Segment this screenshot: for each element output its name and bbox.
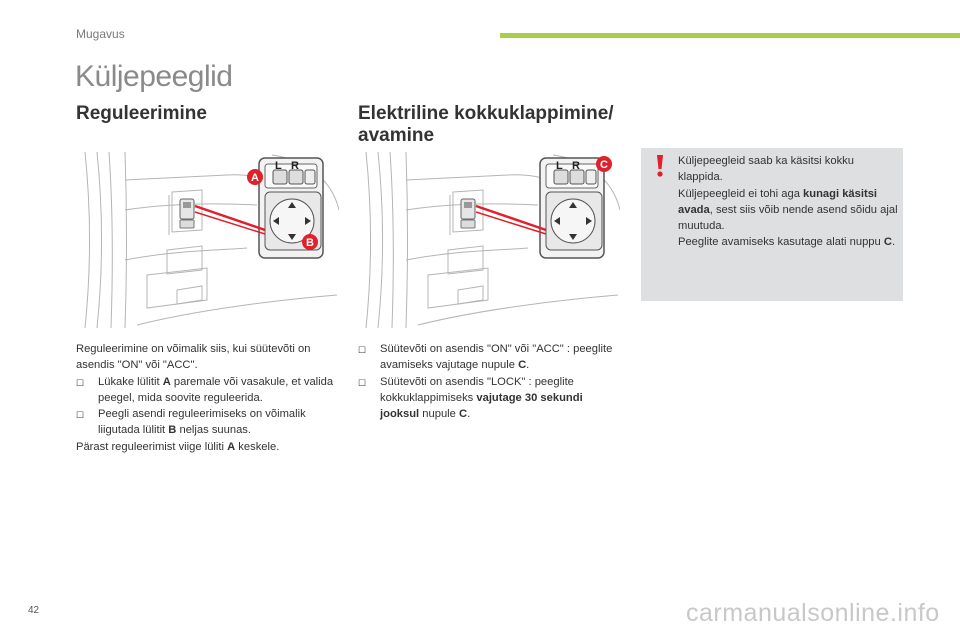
callout-b-icon (302, 234, 318, 250)
adjustment-instructions (76, 341, 346, 455)
checkbox-bullet-icon: ☐ (76, 410, 85, 421)
svg-text:B: B (306, 237, 314, 249)
folding-instructions (358, 341, 618, 422)
section-label: Mugavus (76, 27, 125, 41)
svg-text:A: A (251, 172, 259, 184)
checkbox-bullet-icon: ☐ (358, 377, 367, 388)
checkbox-bullet-icon: ☐ (76, 377, 85, 388)
section-heading-adjustment: Reguleerimine (76, 103, 207, 124)
adjustment-outro: Pärast reguleerimist viige lüliti A keskele. (76, 440, 280, 453)
svg-text:C: C (600, 159, 608, 171)
callout-a-icon (247, 169, 263, 185)
exclamation-warning-icon (655, 155, 665, 177)
list-item: ☐ Süütevõti on asendis "ON" või "ACC" : peeglite avamiseks vajutage nupule C. (358, 341, 618, 374)
watermark: carmanualsonline.info (686, 599, 940, 627)
mirror-control-illustration-right (358, 150, 620, 330)
page-number: 42 (28, 605, 40, 616)
callout-c-icon (596, 156, 612, 172)
switch-label-r: R (572, 160, 580, 172)
switch-label-r: R (291, 160, 299, 172)
list-item: ☐ Süütevõti on asendis "LOCK" : peeglite kokkuklappimiseks vajutage 30 sekundi jooksul nupule C. (358, 374, 618, 423)
list-item: ☐ Lükake lülitit A paremale või vasakule, et valida peegel, mida soovite reguleerida. (76, 374, 346, 407)
list-item: ☐ Peegli asendi reguleerimiseks on võimalik liigutada lülitit B neljas suunas. (76, 406, 346, 439)
adjustment-intro: Reguleerimine on võimalik siis, kui süütevõti on asendis "ON" või "ACC". (76, 343, 311, 372)
mirror-switch-panel (540, 158, 604, 258)
switch-label-l: L (275, 160, 282, 172)
section-heading-folding: Elektriline kokkuklappimine/ avamine (358, 103, 614, 146)
page-title: Küljepeeglid (75, 60, 233, 93)
warning-text: Küljepeegleid saab ka käsitsi kokku klappida. Küljepeegleid ei tohi aga kunagi käsitsi avada, sest siis võib nende asend sõidu ajal muutuda. Peeglite avamiseks kasutage alati nuppu C. (678, 155, 898, 249)
switch-label-l: L (556, 160, 563, 172)
mirror-control-illustration-left (77, 150, 339, 330)
header-accent-rule (500, 33, 960, 38)
checkbox-bullet-icon: ☐ (358, 345, 367, 355)
